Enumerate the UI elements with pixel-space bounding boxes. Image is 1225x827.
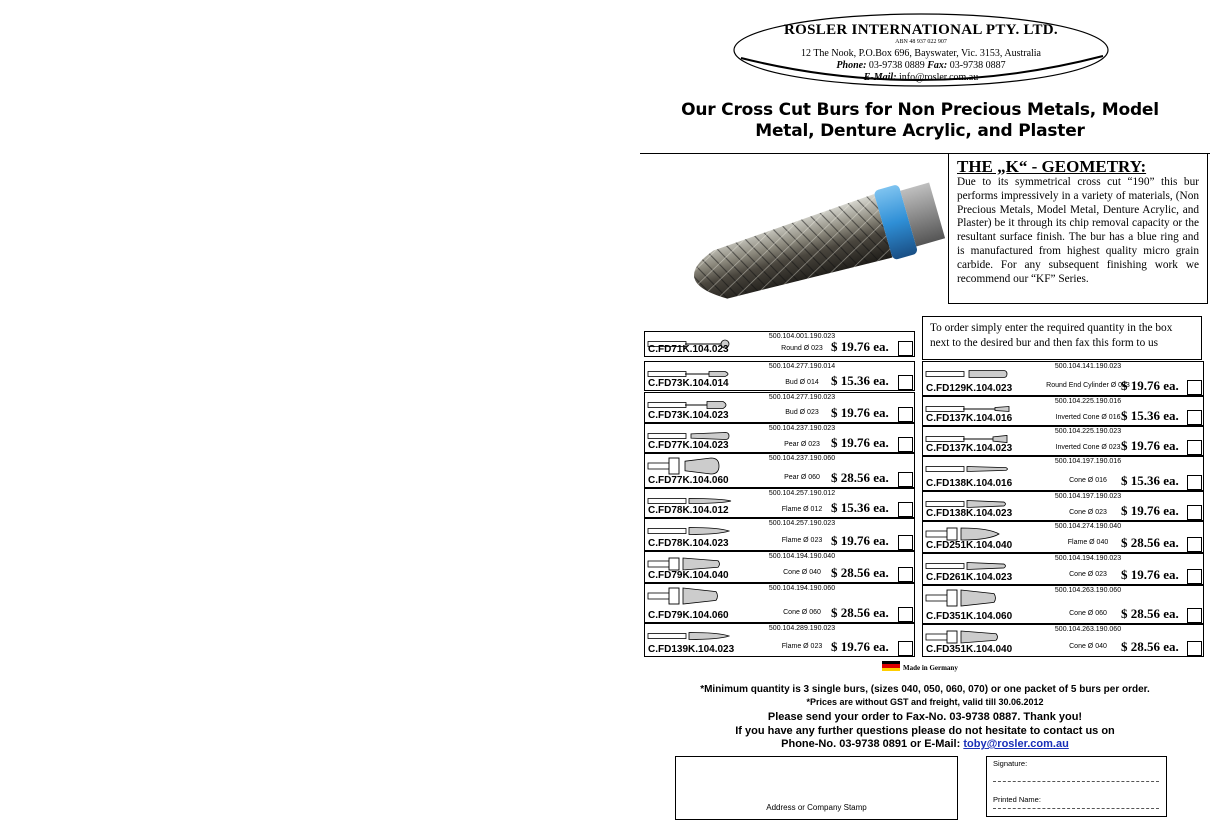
product-row <box>644 423 915 453</box>
product-row <box>922 585 1204 624</box>
geometry-description-box <box>948 153 1208 304</box>
made-in-label: Made in Germany <box>903 664 958 672</box>
product-ref: 500.104.194.190.040 <box>768 553 836 560</box>
product-ref: 500.104.257.190.012 <box>768 490 836 497</box>
product-price: $ 19.76 ea. <box>1121 378 1179 393</box>
phone-label: Phone: <box>836 60 867 71</box>
product-row <box>644 331 915 357</box>
product-code: C.FD129K.104.023 <box>926 383 1013 394</box>
product-ref: 500.104.257.190.023 <box>768 520 836 527</box>
quantity-input-box[interactable] <box>898 407 913 422</box>
product-code: C.FD138K.104.016 <box>926 478 1013 489</box>
product-code: C.FD78K.104.023 <box>648 538 729 549</box>
product-price: $ 19.76 ea. <box>1121 567 1179 582</box>
send-order-line: Please send your order to Fax-No. 03-9738 0887. Thank you! <box>767 711 1083 723</box>
product-ref: 500.104.141.190.023 <box>1054 363 1122 370</box>
product-ref: 500.104.194.190.060 <box>768 585 836 592</box>
product-desc: Pear Ø 023 <box>784 441 820 448</box>
product-ref: 500.104.274.190.040 <box>1054 523 1122 530</box>
contact-line <box>650 738 1200 750</box>
quantity-input-box[interactable] <box>898 641 913 656</box>
prices-note: *Prices are without GST and freight, valid till 30.06.2012 <box>806 697 1044 707</box>
product-code: C.FD77K.104.023 <box>648 440 729 451</box>
company-phone-fax <box>731 60 1111 71</box>
product-row <box>922 491 1204 521</box>
product-row <box>644 392 915 423</box>
product-row <box>644 453 915 488</box>
product-code: C.FD139K.104.023 <box>648 644 735 655</box>
product-desc: Cone Ø 060 <box>783 609 821 616</box>
product-ref: 500.104.263.190.060 <box>1054 626 1122 633</box>
bur-cone-icon <box>647 585 742 612</box>
product-price: $ 15.36 ea. <box>831 373 889 388</box>
title-line-2: Metal, Denture Acrylic, and Plaster <box>755 121 1085 141</box>
order-instructions: To order simply enter the required quantity in the box next to the desired bur and then fax this form to us <box>922 316 1202 360</box>
product-code: C.FD77K.104.060 <box>648 475 729 486</box>
quantity-input-box[interactable] <box>1187 475 1202 490</box>
product-price: $ 19.76 ea. <box>831 405 889 420</box>
company-email <box>731 72 1111 83</box>
product-desc: Flame Ø 040 <box>1067 539 1109 546</box>
email-address: info@rosler.com.au <box>899 72 979 83</box>
product-code: C.FD79K.104.040 <box>648 570 729 581</box>
product-price: $ 19.76 ea. <box>831 435 889 450</box>
product-code: C.FD78K.104.012 <box>648 505 729 516</box>
product-code: C.FD73K.104.014 <box>648 378 729 389</box>
product-desc: Cone Ø 060 <box>1069 610 1107 617</box>
product-row <box>644 623 915 657</box>
german-flag-icon <box>882 661 900 671</box>
product-code: C.FD351K.104.060 <box>926 611 1013 622</box>
product-desc: Pear Ø 060 <box>784 474 820 481</box>
product-desc: Round Ø 023 <box>781 345 823 352</box>
printed-name-label: Printed Name: <box>993 795 1041 804</box>
product-desc: Cone Ø 040 <box>1069 643 1107 650</box>
product-price: $ 15.36 ea. <box>1121 473 1179 488</box>
product-price: $ 28.56 ea. <box>1121 535 1179 550</box>
product-desc: Flame Ø 023 <box>781 537 823 544</box>
product-price: $ 28.56 ea. <box>831 605 889 620</box>
product-row <box>922 456 1204 491</box>
phone-number: 03-9738 0889 <box>868 60 925 71</box>
product-row <box>644 488 915 518</box>
product-desc: Bud Ø 014 <box>785 379 819 386</box>
email-label: E-Mail: <box>863 72 897 83</box>
product-price: $ 19.76 ea. <box>1121 503 1179 518</box>
quantity-input-box[interactable] <box>1187 380 1202 395</box>
product-desc: Cone Ø 016 <box>1069 477 1107 484</box>
product-row <box>922 396 1204 426</box>
company-address: 12 The Nook, P.O.Box 696, Bayswater, Vic. 3153, Australia <box>801 48 1041 59</box>
product-desc: Cone Ø 023 <box>1069 509 1107 516</box>
company-logo <box>731 8 1111 88</box>
product-price: $ 15.36 ea. <box>831 500 889 515</box>
quantity-input-box[interactable] <box>898 341 913 356</box>
product-code: C.FD351K.104.040 <box>926 644 1013 655</box>
geometry-title: THE „K“ - GEOMETRY: <box>957 157 1147 176</box>
quantity-input-box[interactable] <box>898 535 913 550</box>
product-ref: 500.104.277.190.023 <box>768 394 836 401</box>
product-desc: Bud Ø 023 <box>785 409 819 416</box>
product-row <box>922 426 1204 456</box>
product-desc: Inverted Cone Ø 016 <box>1055 414 1121 421</box>
further-questions-line: If you have any further questions please do not hesitate to contact us on <box>735 725 1115 737</box>
product-code: C.FD261K.104.023 <box>926 572 1013 583</box>
title-line-1: Our Cross Cut Burs for Non Precious Metals, Model <box>681 100 1159 120</box>
product-row <box>922 521 1204 553</box>
quantity-input-box[interactable] <box>898 567 913 582</box>
product-code: C.FD137K.104.023 <box>926 443 1013 454</box>
stamp-label: Address or Company Stamp <box>766 803 867 812</box>
product-price: $ 19.76 ea. <box>831 339 889 354</box>
product-desc: Inverted Cone Ø 023 <box>1055 444 1121 451</box>
product-code: C.FD71K.104.023 <box>648 344 729 355</box>
product-row <box>644 361 915 391</box>
product-ref: 500.104.237.190.060 <box>768 455 836 462</box>
minimum-quantity-note: *Minimum quantity is 3 single burs, (sizes 040, 050, 060, 070) or one packet of 5 burs per order. <box>700 684 1150 695</box>
product-ref: 500.104.197.190.016 <box>1054 458 1122 465</box>
product-desc: Flame Ø 012 <box>781 506 823 513</box>
product-price: $ 19.76 ea. <box>1121 438 1179 453</box>
quantity-input-box[interactable] <box>898 472 913 487</box>
product-row <box>922 361 1204 396</box>
company-stamp-box[interactable] <box>675 756 958 820</box>
product-code: C.FD73K.104.023 <box>648 410 729 421</box>
flag-band-3 <box>882 668 900 671</box>
quantity-input-box[interactable] <box>898 437 913 452</box>
product-price: $ 28.56 ea. <box>1121 639 1179 654</box>
quantity-input-box[interactable] <box>1187 569 1202 584</box>
made-in-germany <box>882 661 992 677</box>
page-title <box>660 100 1180 142</box>
product-ref: 500.104.263.190.060 <box>1054 587 1122 594</box>
product-ref: 500.104.001.190.023 <box>768 333 836 340</box>
company-name: ROSLER INTERNATIONAL PTY. LTD. <box>784 22 1058 38</box>
product-code: C.FD251K.104.040 <box>926 540 1013 551</box>
product-ref: 500.104.289.190.023 <box>768 625 836 632</box>
quantity-input-box[interactable] <box>1187 505 1202 520</box>
product-ref: 500.104.194.190.023 <box>1054 555 1122 562</box>
product-ref: 500.104.277.190.014 <box>768 363 836 370</box>
product-price: $ 15.36 ea. <box>1121 408 1179 423</box>
product-row <box>644 518 915 551</box>
quantity-input-box[interactable] <box>898 607 913 622</box>
product-price: $ 19.76 ea. <box>831 533 889 548</box>
signature-line[interactable] <box>993 781 1159 782</box>
contact-email-link[interactable]: toby@rosler.com.au <box>963 738 1069 750</box>
product-desc: Cone Ø 040 <box>783 569 821 576</box>
product-code: C.FD137K.104.016 <box>926 413 1013 424</box>
quantity-input-box[interactable] <box>1187 608 1202 623</box>
product-price: $ 28.56 ea. <box>831 470 889 485</box>
product-ref: 500.104.225.190.023 <box>1054 428 1122 435</box>
printed-name-line[interactable] <box>993 808 1159 809</box>
fax-number: 03-9738 0887 <box>949 60 1006 71</box>
product-desc: Cone Ø 023 <box>1069 571 1107 578</box>
product-ref: 500.104.237.190.023 <box>768 425 836 432</box>
quantity-input-box[interactable] <box>898 502 913 517</box>
bur-photo <box>655 163 945 313</box>
company-abn: ABN 48 937 022 907 <box>895 39 947 45</box>
product-row <box>644 583 915 623</box>
product-row <box>922 553 1204 585</box>
product-price: $ 19.76 ea. <box>831 639 889 654</box>
product-code: C.FD79K.104.060 <box>648 610 729 621</box>
quantity-input-box[interactable] <box>1187 641 1202 656</box>
product-row <box>922 624 1204 657</box>
quantity-input-box[interactable] <box>1187 440 1202 455</box>
contact-prefix: Phone-No. 03-9738 0891 or E-Mail: <box>781 738 961 750</box>
product-ref: 500.104.225.190.016 <box>1054 398 1122 405</box>
product-code: C.FD138K.104.023 <box>926 508 1013 519</box>
quantity-input-box[interactable] <box>1187 410 1202 425</box>
bur-cone-icon <box>925 587 1020 614</box>
product-desc: Flame Ø 023 <box>781 643 823 650</box>
product-ref: 500.104.197.190.023 <box>1054 493 1122 500</box>
product-row <box>644 551 915 583</box>
quantity-input-box[interactable] <box>1187 537 1202 552</box>
geometry-text: Due to its symmetrical cross cut “190” this bur performs impressively in a variety of materials, (Non Precious Metals, Model Metal, Denture Acrylic, and Plaster) be it through its chip removal capacity or the resultant surface finish. The bur has a blue ring and is manufactured from highest quality micro grain carbide. For any subsequent finishing work we recommend our “KF” Series. <box>957 176 1199 285</box>
fax-label: Fax: <box>927 60 948 71</box>
product-desc: Round End Cylinder Ø 023 <box>1046 382 1130 389</box>
product-price: $ 28.56 ea. <box>1121 606 1179 621</box>
signature-label: Signature: <box>993 759 1028 768</box>
signature-box[interactable] <box>986 756 1167 817</box>
quantity-input-box[interactable] <box>898 375 913 390</box>
product-price: $ 28.56 ea. <box>831 565 889 580</box>
